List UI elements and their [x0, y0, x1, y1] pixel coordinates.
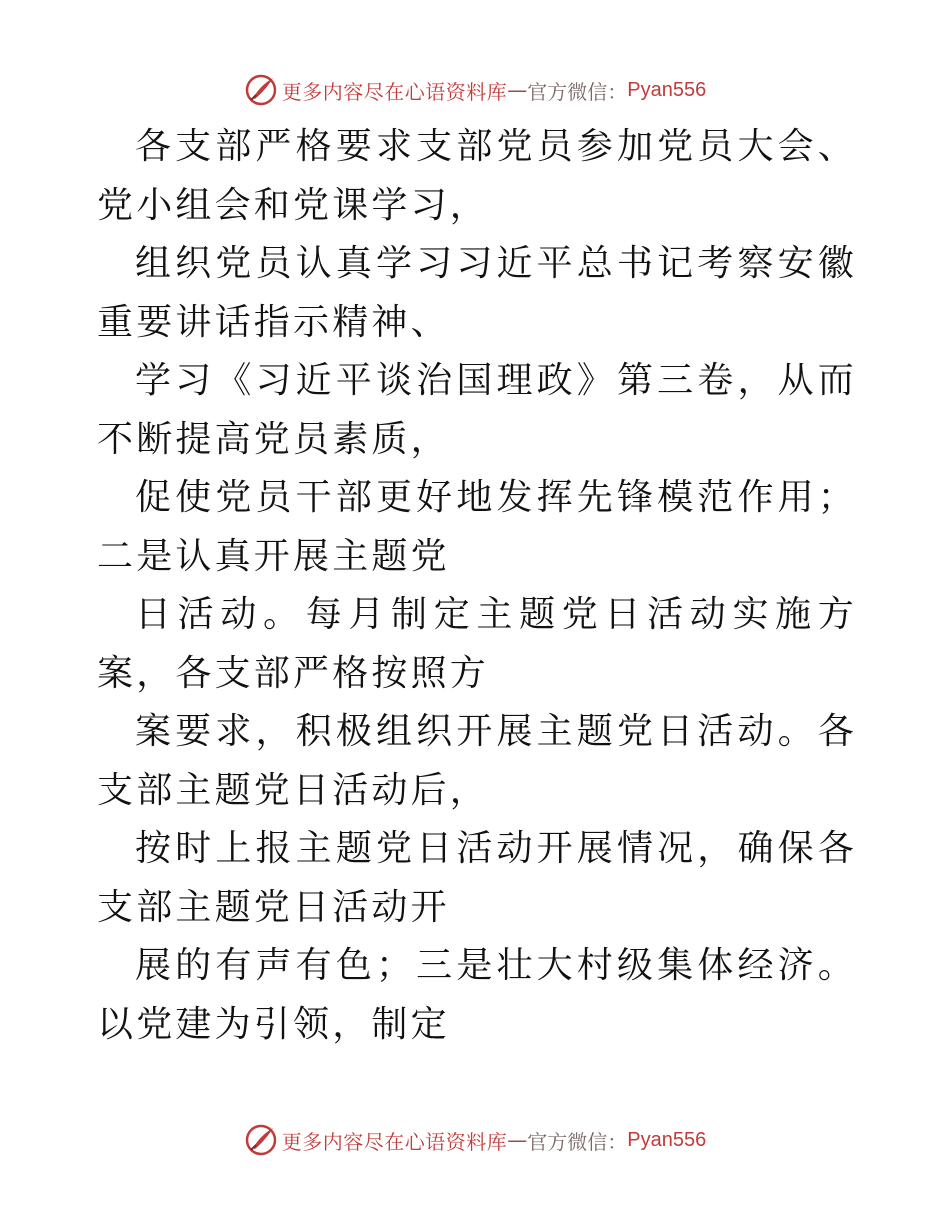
paragraph: 各支部严格要求支部党员参加党员大会、党小组会和党课学习，: [97, 126, 857, 226]
watermark-wechat-label: 官方微信：: [527, 79, 628, 104]
paragraph: 学习《习近平谈治国理政》第三卷，从而不断提高党员素质，: [97, 360, 857, 460]
watermark-wechat-id: Pyan556: [627, 1128, 707, 1151]
watermark-wechat-id: Pyan556: [627, 78, 707, 101]
quill-pen-logo-icon: [244, 73, 278, 107]
quill-pen-logo-icon: [244, 1123, 278, 1157]
header-watermark: [0, 70, 950, 110]
paragraph: 促使党员干部更好地发挥先锋模范作用；二是认真开展主题党: [97, 477, 857, 577]
watermark-separator: —: [507, 1128, 528, 1152]
paragraph: 按时上报主题党日活动开展情况，确保各支部主题党日活动开: [97, 828, 857, 928]
watermark-site-text: 更多内容尽在心语资料库: [281, 79, 508, 104]
paragraph: 日活动。每月制定主题党日活动实施方案，各支部严格按照方: [97, 594, 857, 694]
footer-watermark: [0, 1120, 950, 1160]
watermark-wechat-label: 官方微信：: [527, 1129, 628, 1154]
watermark-site-text: 更多内容尽在心语资料库: [281, 1129, 508, 1154]
paragraph: 案要求，积极组织开展主题党日活动。各支部主题党日活动后，: [97, 711, 857, 811]
watermark-separator: —: [507, 78, 528, 102]
paragraph: 展的有声有色；三是壮大村级集体经济。以党建为引领，制定: [97, 945, 857, 1045]
document-body: [97, 118, 857, 1054]
paragraph: 组织党员认真学习习近平总书记考察安徽重要讲话指示精神、: [97, 243, 857, 343]
